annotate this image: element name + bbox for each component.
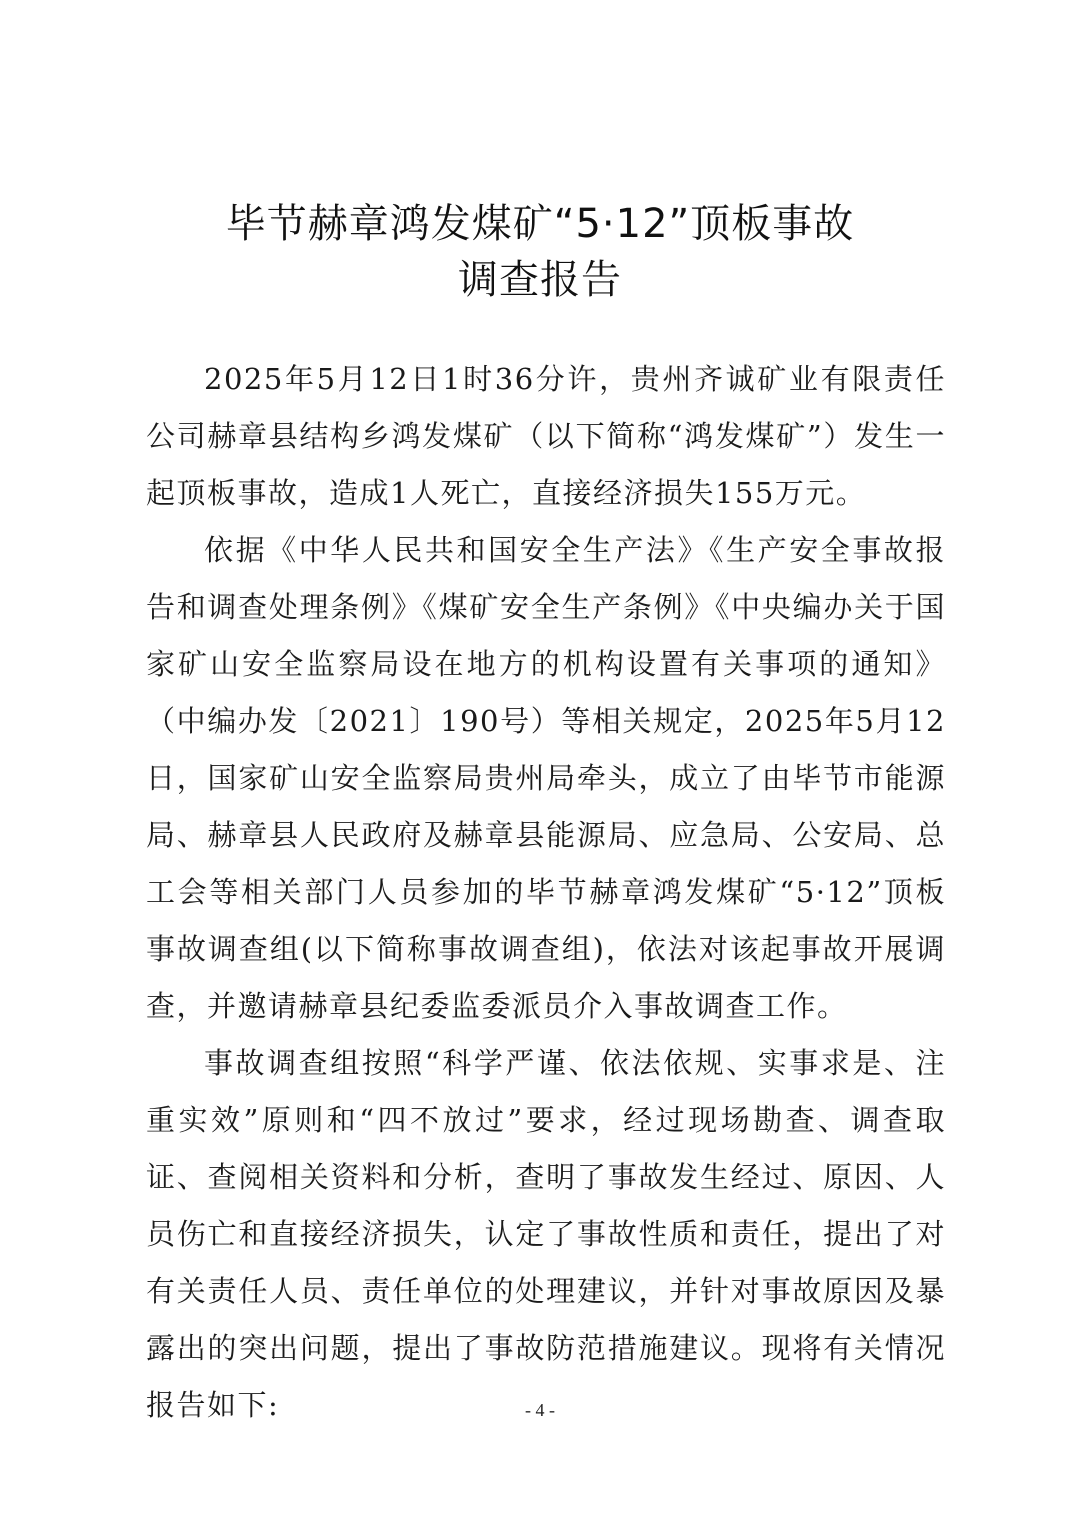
paragraph-intro: 2025年5月12日1时36分许，贵州齐诚矿业有限责任公司赫章县结构乡鸿发煤矿（以下简称“鸿发煤矿”）发生一起顶板事故，造成1人死亡，直接经济损失155万元。: [146, 362, 946, 510]
document-title-line2: 调查报告: [458, 257, 622, 303]
paragraph-legal-basis: 依据《中华人民共和国安全生产法》《生产安全事故报告和调查处理条例》《煤矿安全生产条例》《中央编办关于国家矿山安全监察局设在地方的机构设置有关事项的通知》（中编办发〔2021〕190号）等相关规定，2025年5月12日，国家矿山安全监察局贵州局牵头，成立了由毕节市能源局、赫章县人民政府及赫章县能源局、应急局、公安局、总工会等相关部门人员参加的毕节赫章鸿发煤矿“5·12”顶板事故调查组(以下简称事故调查组)，依法对该起事故开展调查，并邀请赫章县纪委监委派员介入事故调查工作。: [146, 533, 946, 1023]
document-body: [146, 351, 946, 1434]
paragraph-investigation: 事故调查组按照“科学严谨、依法依规、实事求是、注重实效”原则和“四不放过”要求，经过现场勘查、调查取证、查阅相关资料和分析，查明了事故发生经过、原因、人员伤亡和直接经济损失，认定了事故性质和责任，提出了对有关责任人员、责任单位的处理建议，并针对事故原因及暴露出的突出问题，提出了事故防范措施建议。现将有关情况报告如下:: [146, 1046, 946, 1422]
page-number: - 4 -: [525, 1400, 555, 1420]
document-title-line1: 毕节赫章鸿发煤矿“5·12”顶板事故: [225, 201, 855, 247]
